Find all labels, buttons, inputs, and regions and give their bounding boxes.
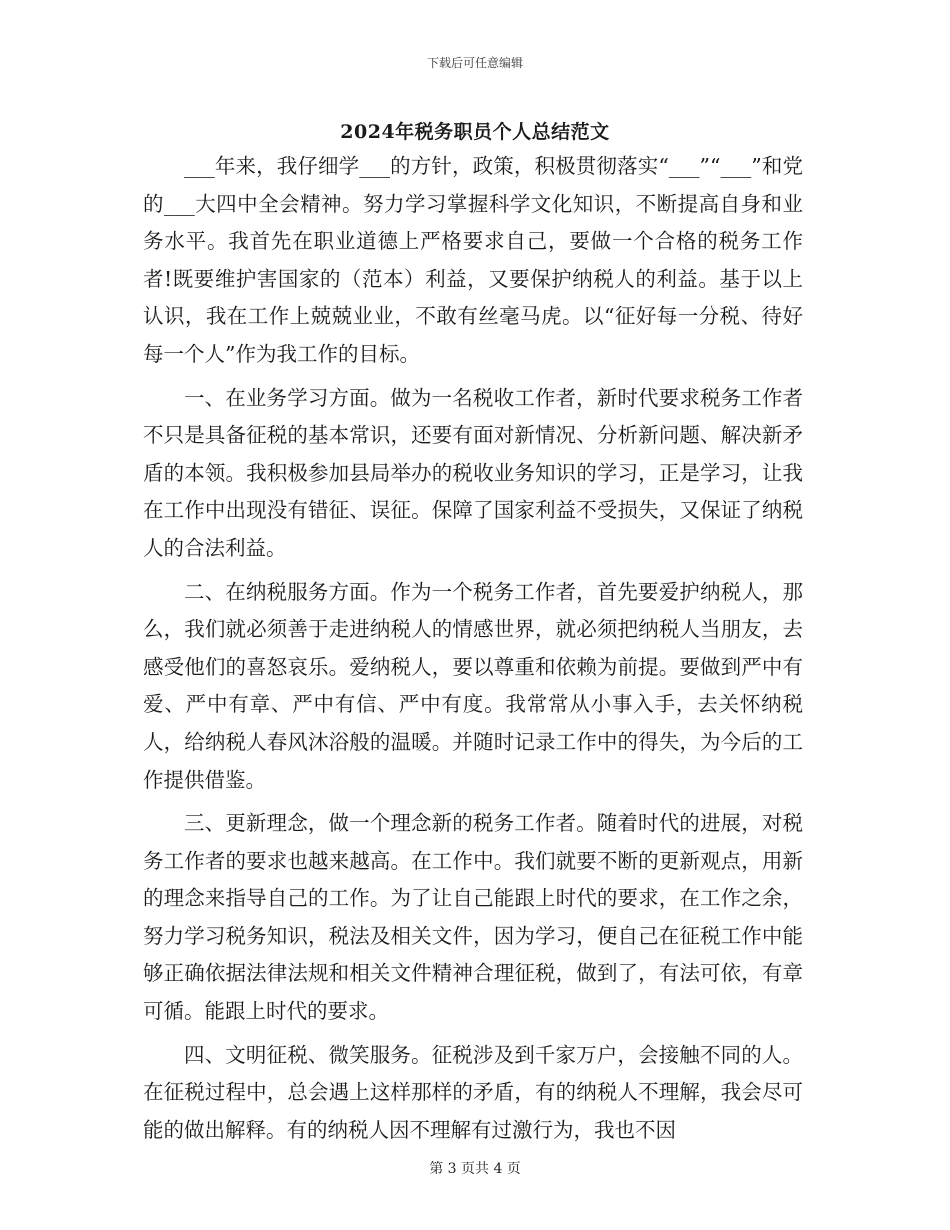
- header-note: 下载后可任意编辑: [426, 56, 523, 70]
- paragraph-section-4: 四、文明征税、微笑服务。征税涉及到千家万户，会接触不同的人。在征税过程中，总会遇上这样那样的矛盾，有的纳税人不理解，我会尽可能的做出解释。有的纳税人因不理解有过激行为，我也不因: [143, 1042, 803, 1142]
- document-body: [143, 148, 803, 1155]
- page-number: 第 3 页共 4 页: [429, 1161, 521, 1177]
- paragraph-intro: ___年来，我仔细学___的方针，政策，积极贯彻落实“___”“___”和党的___大四中全会精神。努力学习掌握科学文化知识，不断提高自身和业务水平。我首先在职业道德上严格要求自己，要做一个合格的税务工作者!既要维护害国家的（范本）利益，又要保护纳税人的利益。基于以上认识，我在工作上兢兢业业，不敢有丝毫马虎。以“征好每一分税、待好每一个人”作为我工作的目标。: [143, 154, 803, 366]
- document-title: 2024年税务职员个人总结范文: [340, 121, 610, 143]
- paragraph-section-1: 一、在业务学习方面。做为一名税收工作者，新时代要求税务工作者不只是具备征税的基本常识，还要有面对新情况、分析新问题、解决新矛盾的本领。我积极参加县局举办的税收业务知识的学习，正是学习，让我在工作中出现没有错征、误征。保障了国家利益不受损失，又保证了纳税人的合法利益。: [143, 385, 803, 560]
- paragraph-section-2: 二、在纳税服务方面。作为一个税务工作者，首先要爱护纳税人，那么，我们就必须善于走进纳税人的情感世界，就必须把纳税人当朋友，去感受他们的喜怒哀乐。爱纳税人，要以尊重和依赖为前提。要做到严中有爱、严中有章、严中有信、严中有度。我常常从小事入手，去关怀纳税人，给纳税人春风沐浴般的温暖。并随时记录工作中的得失，为今后的工作提供借鉴。: [143, 579, 803, 792]
- paragraph-section-3: 三、更新理念，做一个理念新的税务工作者。随着时代的进展，对税务工作者的要求也越来越高。在工作中。我们就要不断的更新观点，用新的理念来指导自己的工作。为了让自己能跟上时代的要求，在工作之余，努力学习税务知识，税法及相关文件，因为学习，便自己在征税工作中能够正确依据法律法规和相关文件精神合理征税，做到了，有法可依，有章可循。能跟上时代的要求。: [143, 811, 803, 1024]
